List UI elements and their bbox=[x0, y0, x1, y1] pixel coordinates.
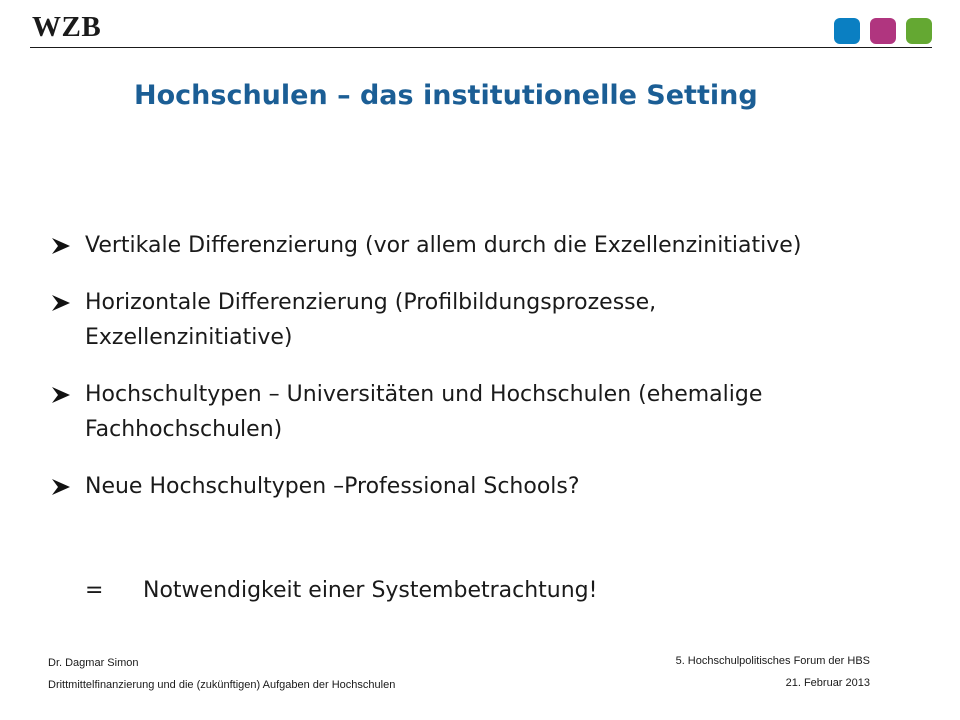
arrow-bullet-icon bbox=[52, 228, 72, 263]
conclusion-line bbox=[85, 573, 597, 608]
bullet-item bbox=[48, 228, 818, 263]
header-divider bbox=[30, 47, 932, 48]
footer-date: 21. Februar 2013 bbox=[785, 677, 870, 689]
footer-topic: Drittmittelfinanzierung und die (zukünftigen) Aufgaben der Hochschulen bbox=[48, 679, 396, 691]
equals-symbol: = bbox=[85, 578, 104, 603]
bullet-list bbox=[48, 228, 818, 526]
brand-square-blue bbox=[834, 18, 860, 44]
slide-title: Hochschulen – das institutionelle Setting bbox=[134, 80, 758, 111]
bullet-text: Neue Hochschultypen –Professional Schools? bbox=[85, 474, 580, 499]
arrow-bullet-icon bbox=[52, 285, 72, 320]
bullet-text: Vertikale Differenzierung (vor allem durch die Exzellenzinitiative) bbox=[85, 233, 802, 258]
footer-author: Dr. Dagmar Simon bbox=[48, 657, 139, 669]
bullet-text: Hochschultypen – Universitäten und Hochschulen (ehemalige Fachhochschulen) bbox=[85, 382, 763, 442]
bullet-item bbox=[48, 469, 818, 504]
arrow-bullet-icon bbox=[52, 377, 72, 412]
bullet-item bbox=[48, 377, 818, 447]
footer-right bbox=[676, 650, 870, 694]
conclusion-text: Notwendigkeit einer Systembetrachtung! bbox=[143, 578, 598, 603]
wzb-logo: WZB bbox=[32, 11, 102, 43]
brand-square-magenta bbox=[870, 18, 896, 44]
brand-squares bbox=[834, 18, 932, 44]
footer-left bbox=[48, 652, 408, 696]
footer-event: 5. Hochschulpolitisches Forum der HBS bbox=[675, 655, 870, 667]
arrow-bullet-icon bbox=[52, 469, 72, 504]
bullet-text: Horizontale Differenzierung (Profilbildungsprozesse, Exzellenzinitiative) bbox=[85, 290, 657, 350]
bullet-item bbox=[48, 285, 818, 355]
brand-square-green bbox=[906, 18, 932, 44]
